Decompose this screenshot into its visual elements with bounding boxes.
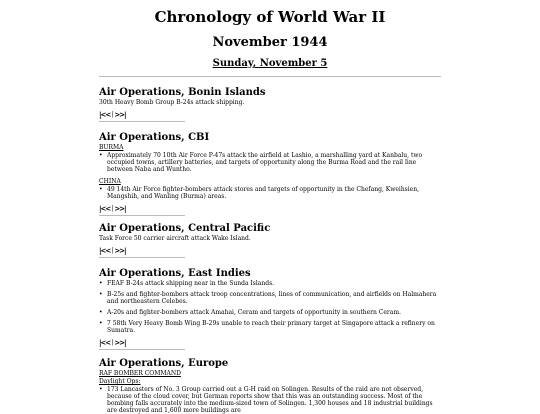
nav-links — [99, 111, 441, 119]
nav-separator: | — [111, 205, 114, 212]
section-title: Air Operations, Bonin Islands — [99, 87, 266, 98]
list-item: • B-25s and fighter-bombers attack troop concentrations, lines of communication, and airfields on Halmahera and northeastern Celebes. — [99, 291, 441, 305]
nav-next-link[interactable]: >>| — [114, 110, 126, 119]
nav-separator: | — [111, 339, 114, 346]
section-text: Task Force 50 carrier aircraft attack Wake Island. — [99, 235, 251, 242]
day-heading: Sunday, November 5 — [212, 58, 328, 69]
section-rule — [99, 349, 185, 350]
section-cbi — [99, 132, 441, 216]
list-item: • A-20s and fighter-bombers attack Amahai, Ceram and targets of opportunity in southern Ceram. — [99, 309, 441, 316]
section-text: 30th Heavy Bomb Group B-24s attack shipping. — [99, 99, 245, 106]
subhead-china[interactable]: CHINA — [99, 178, 121, 185]
section-rule — [99, 257, 185, 258]
subhead-daylight: Daylight Ops: — [99, 378, 141, 385]
nav-links — [99, 339, 441, 347]
nav-prev-link[interactable]: |<< — [99, 246, 111, 255]
section-rule — [99, 121, 185, 122]
section-title: Air Operations, Europe — [99, 358, 229, 369]
nav-next-link[interactable]: >>| — [114, 338, 126, 347]
list-item: • 7 58th Very Heavy Bomb Wing B-29s unable to reach their primary target at Singapore attack a refinery on Sumatra. — [99, 320, 441, 334]
divider — [99, 76, 441, 77]
nav-separator: | — [111, 247, 114, 254]
subhead-raf[interactable]: RAF BOMBER COMMAND — [99, 370, 181, 377]
month-heading: November 1944 — [212, 35, 328, 50]
nav-next-link[interactable]: >>| — [114, 204, 126, 213]
section-title: Air Operations, Central Pacific — [99, 223, 271, 234]
page-title: Chronology of World War II — [154, 8, 386, 26]
nav-prev-link[interactable]: |<< — [99, 110, 111, 119]
section-title: Air Operations, CBI — [99, 132, 210, 143]
list-item: • 173 Lancasters of No. 3 Group carried out a G-H raid on Solingen. Results of the raid are not observed, because of the cloud cover, but German reports show that this was an outstanding success. Most of the bombing falls accurately into the medium-sized town of Solingen. 1,300 houses and 18 industrial buildings are destroyed and 1,600 more buildings are — [99, 386, 441, 414]
section-bonin — [99, 87, 441, 122]
section-europe — [99, 358, 441, 414]
nav-next-link[interactable]: >>| — [114, 246, 126, 255]
nav-links — [99, 247, 441, 255]
subhead-burma[interactable]: BURMA — [99, 144, 124, 151]
section-title: Air Operations, East Indies — [99, 268, 251, 279]
nav-links — [99, 205, 441, 213]
nav-prev-link[interactable]: |<< — [99, 338, 111, 347]
list-item: • 49 14th Air Force fighter-bombers attack stores and targets of opportunity in the Chefang, Kweihsien, Mangshih, and Wanling (Burma) areas. — [99, 186, 441, 200]
nav-prev-link[interactable]: |<< — [99, 204, 111, 213]
list-item: • Approximately 70 10th Air Force P-47s attack the airfield at Lashio, a marshalling yard at Kanbalu, two occupied towns, artillery batteries, and targets of opportunity along the Burma Road and the rail line between Naba and Wuntho. — [99, 152, 441, 173]
list-item: • FEAF B-24s attack shipping near in the Sunda Islands. — [99, 280, 441, 287]
section-rule — [99, 215, 185, 216]
section-east-indies — [99, 268, 441, 350]
section-central-pacific — [99, 223, 441, 258]
nav-separator: | — [111, 111, 114, 118]
